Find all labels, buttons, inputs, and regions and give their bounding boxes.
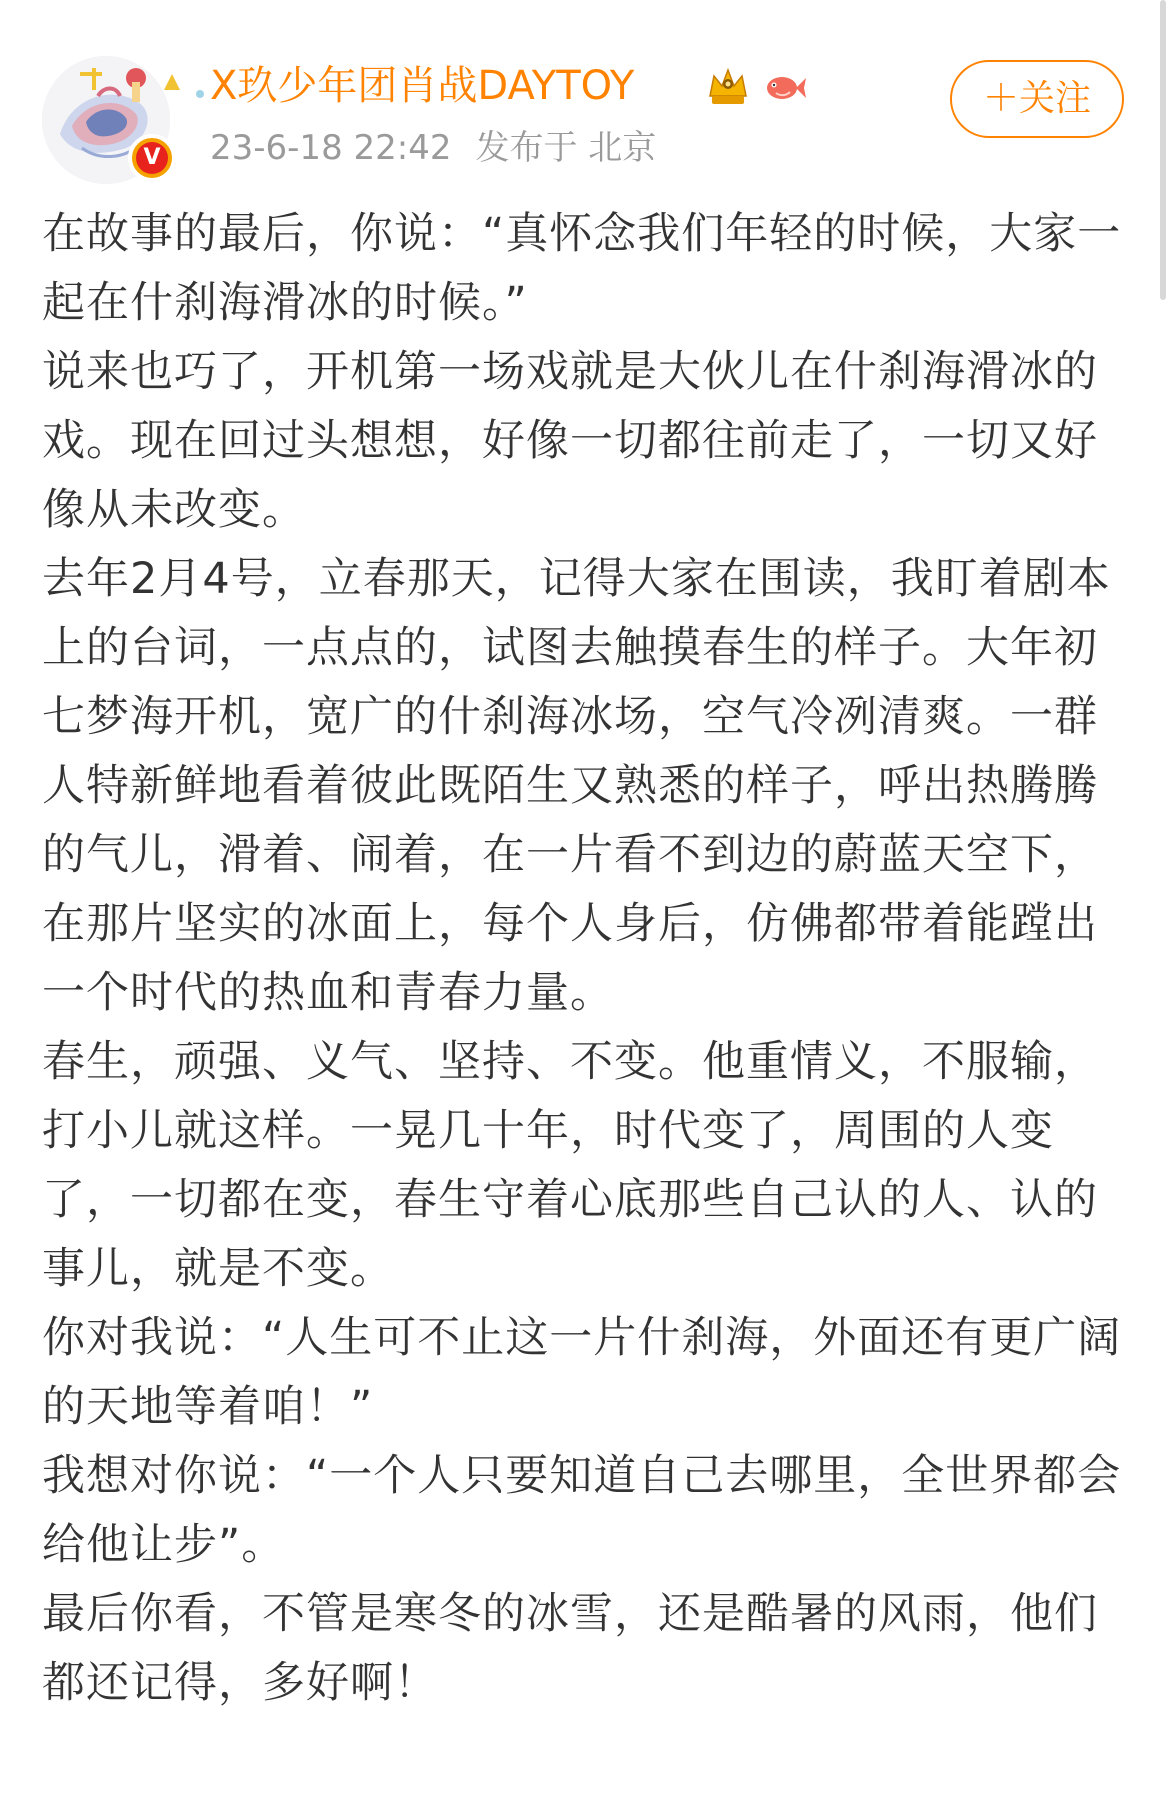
post-paragraph: 我想对你说：“一个人只要知道自己去哪里，全世界都会给他让步”。 <box>42 1451 1122 1570</box>
pendant-decoration-icon <box>72 64 212 114</box>
post-body <box>42 200 1128 1718</box>
scrollbar[interactable] <box>1160 0 1166 300</box>
koi-fish-icon[interactable] <box>760 62 808 110</box>
post-timestamp: 23-6-18 22:42 <box>210 128 452 168</box>
post-paragraph: 说来也巧了，开机第一场戏就是大伙儿在什刹海滑冰的戏。现在回过头想想，好像一切都往前走了，一切又好像从未改变。 <box>42 347 1098 535</box>
post-paragraph: 最后你看，不管是寒冬的冰雪，还是酷暑的风雨，他们都还记得，多好啊！ <box>42 1589 1098 1708</box>
user-badges <box>704 60 808 112</box>
post-meta <box>210 124 656 172</box>
verified-badge-icon <box>128 134 176 182</box>
user-name[interactable]: X玖少年团肖战DAYTOY <box>210 63 635 109</box>
post-paragraph: 你对我说：“人生可不止这一片什刹海，外面还有更广阔的天地等着咱！” <box>42 1313 1122 1432</box>
post-location: 发布于 北京 <box>475 128 657 168</box>
verified-v-icon: V <box>136 142 168 174</box>
post-header <box>0 0 1170 176</box>
avatar-container[interactable] <box>42 44 170 172</box>
post-paragraph: 在故事的最后，你说：“真怀念我们年轻的时候，大家一起在什刹海滑冰的时候。” <box>42 209 1122 328</box>
post-paragraph: 春生，顽强、义气、坚持、不变。他重情义，不服输，打小儿就这样。一晃几十年，时代变了，周围的人变了，一切都在变，春生守着心底那些自己认的人、认的事儿，就是不变。 <box>42 1037 1098 1294</box>
post-paragraph: 去年2月4号，立春那天，记得大家在围读，我盯着剧本上的台词，一点点的，试图去触摸春生的样子。大年初七梦海开机，宽广的什刹海冰场，空气冷冽清爽。一群人特新鲜地看着彼此既陌生又熟悉的样子，呼出热腾腾的气儿，滑着、闹着，在一片看不到边的蔚蓝天空下，在那片坚实的冰面上，每个人身后，仿佛都带着能蹚出一个时代的热血和青春力量。 <box>42 554 1111 1018</box>
follow-button[interactable]: ＋关注 <box>950 60 1124 138</box>
crown-icon[interactable] <box>704 62 752 110</box>
